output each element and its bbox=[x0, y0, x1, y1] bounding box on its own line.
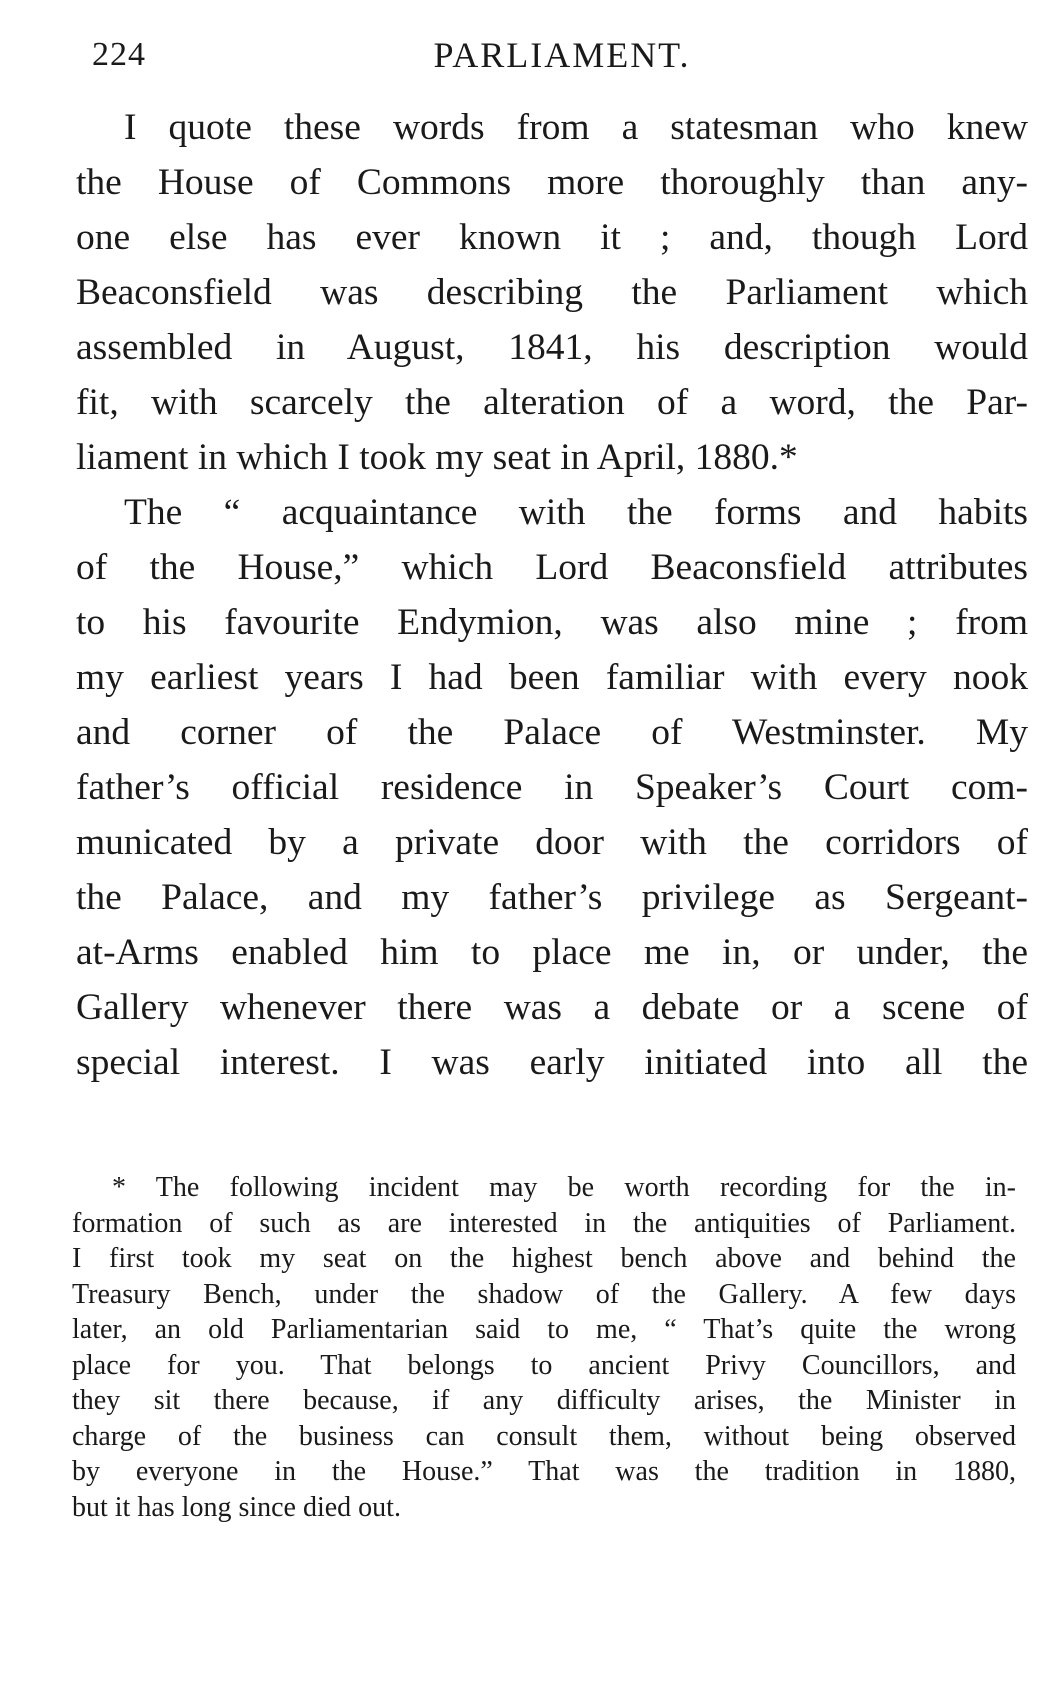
footnote-line: later, an old Parliamentarian said to me, “ That’s quite the wrong bbox=[72, 1314, 1016, 1345]
text-line: I quote these words from a statesman who knew bbox=[124, 107, 1028, 148]
footnote-line: * The following incident may be worth recording for the in- bbox=[112, 1172, 1016, 1203]
text-line: Beaconsfield was describing the Parliament which bbox=[76, 272, 1028, 313]
page-header bbox=[92, 28, 1032, 88]
text-line: one else has ever known it ; and, though Lord bbox=[76, 217, 1028, 258]
text-line: fit, with scarcely the alteration of a word, the Par- bbox=[76, 382, 1028, 423]
text-line: The “ acquaintance with the forms and habits bbox=[124, 492, 1028, 533]
text-line: liament in which I took my seat in April, 1880.* bbox=[76, 437, 798, 478]
footnote-line: Treasury Bench, under the shadow of the Gallery. A few days bbox=[72, 1278, 1016, 1310]
paragraph-1 bbox=[76, 100, 1028, 485]
footnote-line: charge of the business can consult them, without being observed bbox=[72, 1420, 1016, 1452]
footnote-line: by everyone in the House.” That was the tradition in 1880, bbox=[72, 1456, 1016, 1487]
text-line: and corner of the Palace of Westminster. My bbox=[76, 712, 1028, 753]
text-line: of the House,” which Lord Beaconsfield attributes bbox=[76, 547, 1028, 588]
footnote-line: but it has long since died out. bbox=[72, 1491, 401, 1523]
page-number: 224 bbox=[92, 36, 146, 73]
footnote-line: formation of such as are interested in the antiquities of Parliament. bbox=[72, 1207, 1016, 1239]
text-line: my earliest years I had been familiar with every nook bbox=[76, 657, 1028, 698]
text-line: the Palace, and my father’s privilege as Sergeant- bbox=[76, 877, 1028, 918]
footnote bbox=[72, 1170, 1016, 1525]
paragraph-2 bbox=[76, 485, 1028, 1090]
text-line: to his favourite Endymion, was also mine ; from bbox=[76, 602, 1028, 643]
text-line: father’s official residence in Speaker’s Court com- bbox=[76, 767, 1028, 808]
main-text bbox=[76, 100, 1028, 1090]
footnote-line: place for you. That belongs to ancient Privy Councillors, and bbox=[72, 1349, 1016, 1381]
text-line: special interest. I was early initiated into all the bbox=[76, 1042, 1028, 1083]
running-head: PARLIAMENT. bbox=[433, 35, 691, 75]
text-line: assembled in August, 1841, his description would bbox=[76, 327, 1028, 368]
text-line: at-Arms enabled him to place me in, or under, the bbox=[76, 932, 1028, 973]
text-line: Gallery whenever there was a debate or a scene of bbox=[76, 987, 1028, 1028]
footnote-line: they sit there because, if any difficulty arises, the Minister in bbox=[72, 1385, 1016, 1416]
footnote-line: I first took my seat on the highest bench above and behind the bbox=[72, 1243, 1016, 1274]
text-line: the House of Commons more thoroughly than any- bbox=[76, 162, 1028, 203]
text-line: municated by a private door with the corridors of bbox=[76, 822, 1028, 863]
